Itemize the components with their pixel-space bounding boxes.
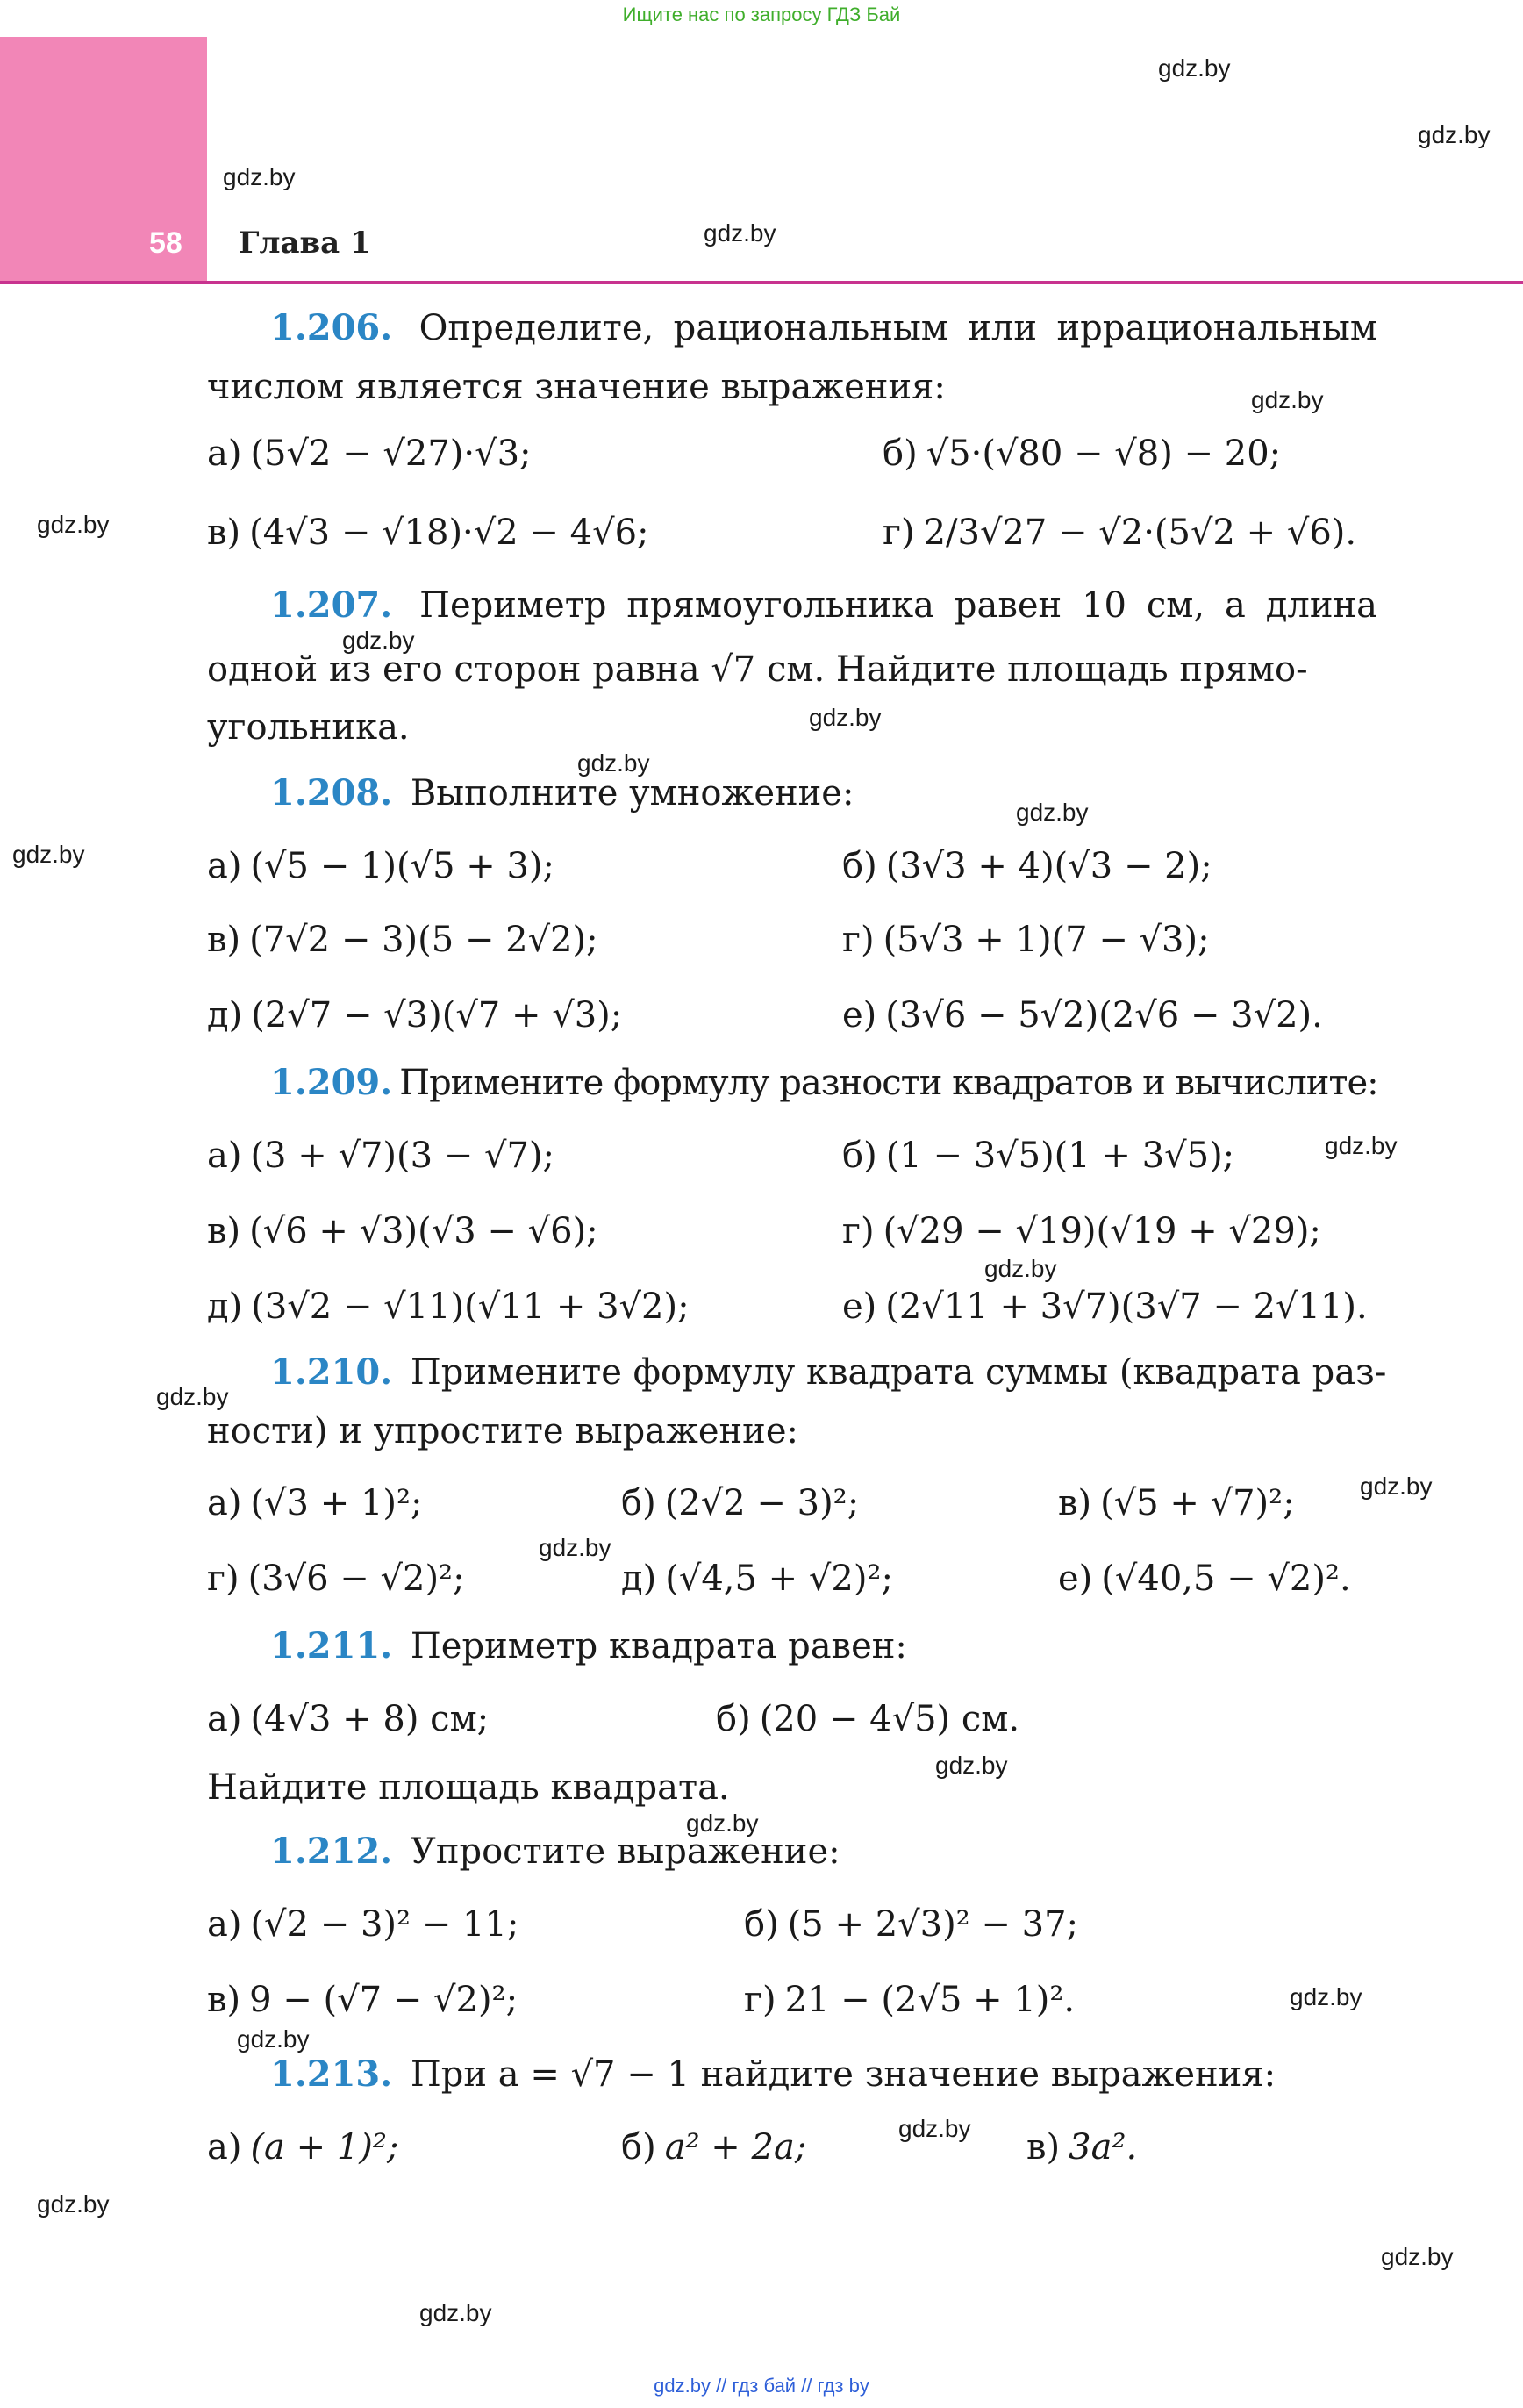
watermark: gdz.by [984, 1255, 1057, 1282]
watermark: gdz.by [1381, 2243, 1454, 2270]
item-a [207, 1904, 518, 1945]
item-g [883, 512, 1356, 553]
item-label: д) [207, 1286, 243, 1327]
item-expression: (3√3 + 4)(√3 − 2); [885, 846, 1212, 886]
watermark: gdz.by [156, 1383, 229, 1410]
item-label: а) [207, 846, 242, 886]
item-label: в) [207, 1980, 241, 2020]
item-v [207, 512, 649, 553]
watermark: gdz.by [1418, 121, 1491, 148]
item-v [207, 1980, 518, 2020]
watermark: gdz.by [419, 2299, 492, 2326]
item-d [207, 995, 622, 1036]
item-a [207, 434, 532, 474]
item-expression: (√6 + √3)(√3 − √6); [249, 1211, 598, 1251]
item-expression: 3a². [1069, 2127, 1138, 2168]
watermark: gdz.by [37, 511, 110, 538]
problem-number: 1.213. [270, 2053, 393, 2095]
watermark: gdz.by [539, 1534, 611, 1561]
item-expression: √5·(√80 − √8) − 20; [926, 434, 1282, 474]
problem-1-210-line2: ности) и упростите выражение: [207, 1411, 798, 1451]
item-b [744, 1904, 1078, 1945]
bottom-banner: gdz.by // гдз бай // гдз by [654, 2375, 869, 2397]
watermark: gdz.by [1251, 386, 1324, 413]
item-label: г) [842, 920, 875, 960]
item-expression: (4√3 − √18)·√2 − 4√6; [249, 512, 649, 553]
problem-text: При a = √7 − 1 найдите значение выражения: [410, 2054, 1276, 2095]
item-b [621, 1483, 859, 1523]
item-label: в) [207, 1211, 241, 1251]
watermark: gdz.by [223, 163, 296, 190]
watermark: gdz.by [37, 2190, 110, 2218]
item-label: г) [883, 512, 915, 553]
problem-text: Определите, рациональным или иррациональным [418, 308, 1377, 348]
item-label: г) [842, 1211, 875, 1251]
watermark: gdz.by [342, 627, 415, 654]
watermark: gdz.by [12, 841, 85, 868]
problem-number: 1.210. [270, 1351, 393, 1393]
item-expression: (7√2 − 3)(5 − 2√2); [249, 920, 598, 960]
item-expression: 2/3√27 − √2·(5√2 + √6). [923, 512, 1357, 553]
item-label: б) [716, 1699, 751, 1739]
item-expression: (√2 − 3)² − 11; [250, 1904, 519, 1945]
item-expression: (20 − 4√5) см. [759, 1699, 1020, 1739]
problem-number: 1.212. [270, 1831, 393, 1872]
item-e [1058, 1559, 1351, 1599]
watermark: gdz.by [1325, 1132, 1398, 1159]
item-expression: (5 + 2√3)² − 37; [787, 1904, 1079, 1945]
item-label: е) [1058, 1559, 1093, 1599]
watermark: gdz.by [686, 1810, 759, 1837]
item-label: б) [621, 1483, 656, 1523]
item-b [621, 2127, 806, 2168]
problem-1-207-line2: одной из его сторон равна √7 см. Найдите площадь прямо- [207, 649, 1308, 690]
item-expression: (3√6 − 5√2)(2√6 − 3√2). [885, 995, 1323, 1036]
problem-number: 1.209. [270, 1062, 393, 1103]
item-expression: (a + 1)²; [250, 2127, 399, 2168]
problem-number: 1.206. [270, 307, 393, 348]
item-label: в) [1026, 2127, 1061, 2168]
item-b [842, 1136, 1234, 1176]
item-label: в) [207, 920, 241, 960]
problem-1-206-line2: числом является значение выражения: [207, 367, 946, 407]
watermark: gdz.by [809, 704, 882, 731]
item-expression: (2√11 + 3√7)(3√7 − 2√11). [885, 1286, 1368, 1327]
problem-1-209 [270, 1062, 1378, 1103]
item-d [621, 1559, 893, 1599]
watermark: gdz.by [1016, 799, 1089, 826]
item-expression: 21 − (2√5 + 1)². [784, 1980, 1076, 2020]
item-d [207, 1286, 690, 1327]
problem-1-207-line1 [207, 584, 1377, 626]
problem-1-212 [270, 1831, 840, 1872]
item-expression: (5√3 + 1)(7 − √3); [883, 920, 1210, 960]
item-expression: 9 − (√7 − √2)²; [249, 1980, 518, 2020]
item-a [207, 846, 554, 886]
page-number: 58 [149, 226, 182, 260]
problem-1-208 [270, 772, 854, 813]
item-label: д) [621, 1559, 657, 1599]
problem-1-206-line1 [207, 307, 1377, 348]
item-label: б) [842, 1136, 877, 1176]
item-label: а) [207, 1483, 242, 1523]
item-label: г) [207, 1559, 240, 1599]
item-expression: (4√3 + 8) см; [250, 1699, 490, 1739]
item-g [842, 920, 1210, 960]
item-label: д) [207, 995, 243, 1036]
item-label: а) [207, 1904, 242, 1945]
item-expression: (√5 − 1)(√5 + 3); [250, 846, 555, 886]
item-g [207, 1559, 465, 1599]
item-label: б) [842, 846, 877, 886]
problem-1-211-tail: Найдите площадь квадрата. [207, 1767, 730, 1808]
problem-number: 1.207. [270, 584, 393, 626]
item-v [1058, 1483, 1295, 1523]
watermark: gdz.by [577, 749, 650, 777]
item-a [207, 1699, 489, 1739]
top-banner: Ищите нас по запросу ГДЗ Бай [622, 4, 901, 25]
item-label: е) [842, 995, 877, 1036]
item-v [207, 920, 598, 960]
item-a [207, 1483, 423, 1523]
item-a [207, 2127, 398, 2168]
item-g [842, 1211, 1321, 1251]
watermark: gdz.by [898, 2115, 971, 2142]
problem-text: Выполните умножение: [410, 773, 854, 813]
watermark: gdz.by [935, 1752, 1008, 1779]
item-label: г) [744, 1980, 776, 2020]
problem-text: Примените формулу разности квадратов и вычислите: [399, 1063, 1378, 1103]
item-expression: (2√2 − 3)²; [664, 1483, 860, 1523]
problem-number: 1.211. [270, 1625, 393, 1666]
item-a [207, 1136, 554, 1176]
item-expression: (3√2 − √11)(√11 + 3√2); [251, 1286, 690, 1327]
item-expression: (√3 + 1)²; [250, 1483, 423, 1523]
item-v [1026, 2127, 1137, 2168]
item-expression: a² + 2a; [664, 2127, 807, 2168]
problem-text: Примените формулу квадрата суммы (квадрата раз- [410, 1352, 1387, 1393]
item-e [842, 1286, 1368, 1327]
problem-text: Периметр квадрата равен: [410, 1626, 907, 1666]
item-expression: (3 + √7)(3 − √7); [250, 1136, 555, 1176]
item-expression: (2√7 − √3)(√7 + √3); [251, 995, 623, 1036]
watermark: gdz.by [1360, 1473, 1433, 1500]
chapter-title: Глава 1 [239, 226, 371, 261]
item-label: а) [207, 1699, 242, 1739]
item-b [883, 434, 1281, 474]
item-label: е) [842, 1286, 877, 1327]
problem-text: Периметр прямоугольника равен 10 см, а длина [419, 585, 1378, 626]
item-b [842, 846, 1212, 886]
problem-1-210-line1 [207, 1351, 1387, 1393]
watermark: gdz.by [1290, 1983, 1362, 2010]
item-b [716, 1699, 1019, 1739]
watermark: gdz.by [704, 219, 776, 247]
problem-1-207-line3: угольника. [207, 707, 410, 748]
problem-1-213 [270, 2053, 1276, 2095]
item-label: б) [744, 1904, 779, 1945]
item-expression: (√4,5 + √2)²; [665, 1559, 893, 1599]
watermark: gdz.by [237, 2025, 310, 2053]
item-label: в) [1058, 1483, 1092, 1523]
item-expression: (3√6 − √2)²; [247, 1559, 465, 1599]
item-expression: (√29 − √19)(√19 + √29); [883, 1211, 1321, 1251]
item-expression: (1 − 3√5)(1 + 3√5); [885, 1136, 1235, 1176]
item-expression: (√5 + √7)²; [1100, 1483, 1295, 1523]
item-label: а) [207, 1136, 242, 1176]
problem-text: Упростите выражение: [410, 1831, 840, 1872]
watermark: gdz.by [1158, 54, 1231, 82]
item-label: б) [621, 2127, 656, 2168]
problem-1-211 [270, 1625, 907, 1666]
item-e [842, 995, 1323, 1036]
item-label: б) [883, 434, 918, 474]
item-expression: (√40,5 − √2)². [1101, 1559, 1351, 1599]
item-v [207, 1211, 598, 1251]
problem-number: 1.208. [270, 772, 393, 813]
item-label: а) [207, 434, 242, 474]
header-rule [0, 281, 1523, 284]
item-g [744, 1980, 1075, 2020]
item-label: в) [207, 512, 241, 553]
item-label: а) [207, 2127, 242, 2168]
item-expression: (5√2 − √27)·√3; [250, 434, 532, 474]
